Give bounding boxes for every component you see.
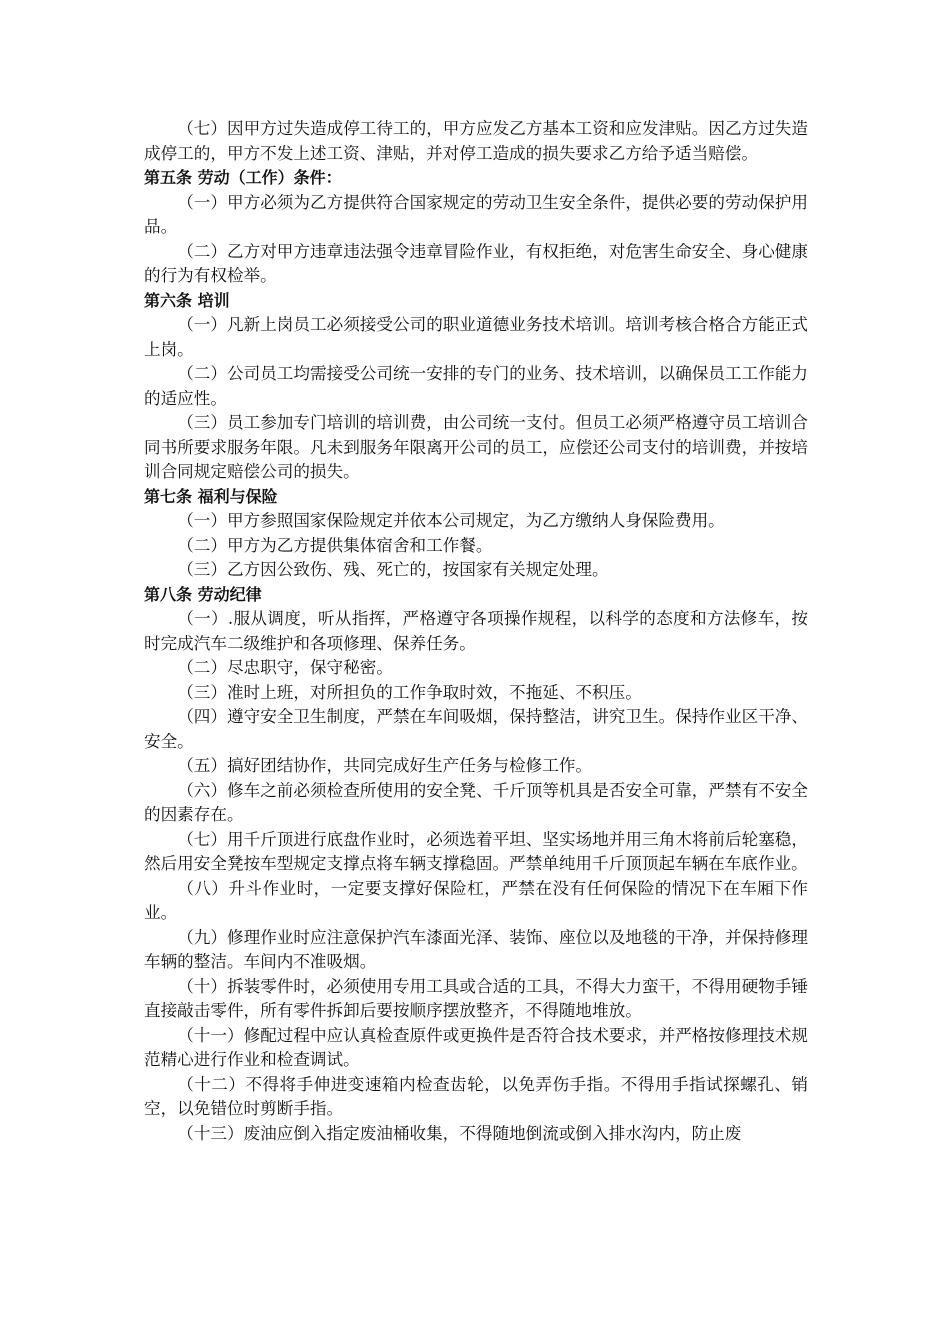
section-heading: 第六条 培训 [144, 290, 230, 310]
paragraph: （十一）修配过程中应认真检查原件或更换件是否符合技术要求，并严格按修理技术规范精心进行作业和检查调试。 [144, 1025, 808, 1069]
paragraph: （十二）不得将手伸进变速箱内检查齿轮，以免弄伤手指。不得用手指试探螺孔、销空，以免错位时剪断手指。 [144, 1074, 808, 1118]
paragraph: （一）.服从调度，听从指挥，严格遵守各项操作规程，以科学的态度和方法修车，按时完成汽车二级维护和各项修理、保养任务。 [144, 609, 808, 653]
paragraph: （三）乙方因公致伤、残、死亡的，按国家有关规定处理。 [177, 560, 609, 579]
paragraph: （一）凡新上岗员工必须接受公司的职业道德业务技术培训。培训考核合格合方能正式上岗。 [144, 315, 808, 359]
document-page [144, 117, 808, 1146]
section-heading: 第五条 劳动（工作）条件： [144, 168, 342, 187]
paragraph: （四）遵守安全卫生制度，严禁在车间吸烟，保持整洁，讲究卫生。保持作业区干净、安全。 [144, 707, 808, 751]
paragraph: （七）用千斤顶进行底盘作业时，必须选着平坦、坚实场地并用三角木将前后轮塞稳，然后用安全凳按车型规定支撑点将车辆支撑稳固。严禁单纯用千斤顶顶起车辆在车底作业。 [144, 829, 808, 873]
paragraph: （十）拆装零件时，必须使用专用工具或合适的工具，不得大力蛮干，不得用硬物手锤直接敲击零件，所有零件拆卸后要按顺序摆放整齐，不得随地堆放。 [144, 976, 808, 1020]
paragraph: （九）修理作业时应注意保护汽车漆面光泽、装饰、座位以及地毯的干净，并保持修理车辆的整洁。车间内不准吸烟。 [144, 927, 808, 971]
paragraph: （六）修车之前必须检查所使用的安全凳、千斤顶等机具是否安全可靠，严禁有不安全的因素存在。 [144, 780, 808, 824]
paragraph: （一）甲方参照国家保险规定并依本公司规定，为乙方缴纳人身保险费用。 [177, 511, 725, 530]
paragraph: （三）员工参加专门培训的培训费，由公司统一支付。但员工必须严格遵守员工培训合同书所要求服务年限。凡未到服务年限离开公司的员工，应偿还公司支付的培训费，并按培训合同规定赔偿公司的损失。 [144, 413, 808, 481]
paragraph: （二）甲方为乙方提供集体宿舍和工作餐。 [177, 535, 493, 555]
paragraph: （二）乙方对甲方违章违法强令违章冒险作业，有权拒绝，对危害生命安全、身心健康的行为有权检举。 [144, 241, 808, 285]
section-heading: 第七条 福利与保险 [144, 486, 278, 506]
paragraph: （五）搞好团结协作，共同完成好生产任务与检修工作。 [177, 756, 593, 775]
section-heading: 第八条 劳动纪律 [144, 584, 262, 604]
paragraph: （七）因甲方过失造成停工待工的，甲方应发乙方基本工资和应发津贴。因乙方过失造成停工的，甲方不发上述工资、津贴，并对停工造成的损失要求乙方给予适当赔偿。 [144, 119, 808, 163]
paragraph: （三）准时上班，对所担负的工作争取时效，不拖延、不积压。 [177, 682, 642, 702]
paragraph: （二）尽忠职守，保守秘密。 [177, 658, 393, 677]
paragraph: （一）甲方必须为乙方提供符合国家规定的劳动卫生安全条件，提供必要的劳动保护用品。 [144, 192, 808, 236]
paragraph: （十三）废油应倒入指定废油桶收集，不得随地倒流或倒入排水沟内，防止废 [177, 1123, 742, 1143]
paragraph: （八）升斗作业时，一定要支撑好保险杠，严禁在没有任何保险的情况下在车厢下作业。 [144, 878, 808, 922]
paragraph: （二）公司员工均需接受公司统一安排的专门的业务、技术培训，以确保员工工作能力的适应性。 [144, 364, 808, 408]
